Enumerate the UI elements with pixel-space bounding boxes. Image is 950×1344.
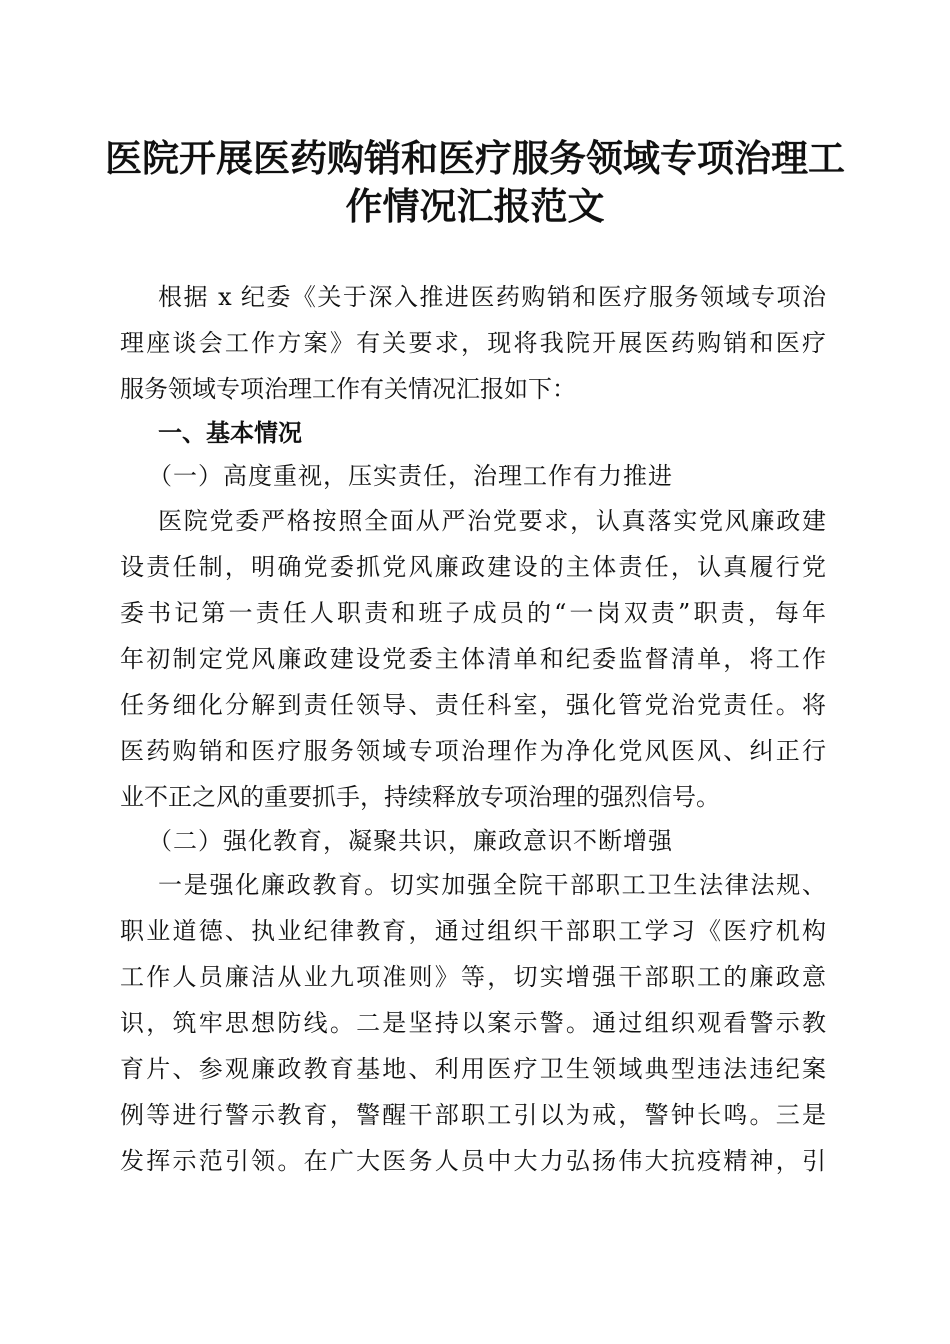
- intro-line-2: 理座谈会工作方案》有关要求，现将我院开展医药购销和医疗: [120, 329, 826, 357]
- lead-rest: 切实加强全院干部职工卫生法律法规、: [389, 871, 827, 899]
- paragraph-line: 识，筑牢思想防线。二是坚持以案示警。通过组织观看警示教: [120, 1009, 826, 1037]
- paragraph-line: 设责任制，明确党委抓党风廉政建设的主体责任，认真履行党: [120, 553, 826, 581]
- lead-phrase: 一是强化廉政教育。: [158, 871, 390, 899]
- document-title-line-1: 医院开展医药购销和医疗服务领域专项治理工: [105, 136, 845, 180]
- intro-line-3: 服务领域专项治理工作有关情况汇报如下：: [120, 375, 576, 403]
- paragraph-line: 委书记第一责任人职责和班子成员的“一岗双责”职责，每年: [120, 599, 826, 627]
- subsection-heading-1: （一）高度重视，压实责任，治理工作有力推进: [148, 462, 673, 490]
- paragraph-line: 任务细化分解到责任领导、责任科室，强化管党治党责任。将: [120, 691, 826, 719]
- section-heading-basic-situation: 一、基本情况: [158, 419, 302, 447]
- document-title-line-2: 作情况汇报范文: [345, 184, 605, 228]
- paragraph-line: 医院党委严格按照全面从严治党要求，认真落实党风廉政建: [158, 507, 826, 535]
- intro-line-1: 根据 x 纪委《关于深入推进医药购销和医疗服务领域专项治: [158, 283, 826, 311]
- paragraph-line: 职业道德、执业纪律教育，通过组织干部职工学习《医疗机构: [120, 917, 826, 945]
- paragraph-line: 发挥示范引领。在广大医务人员中大力弘扬伟大抗疫精神，引: [120, 1147, 826, 1175]
- paragraph-line: 业不正之风的重要抓手，持续释放专项治理的强烈信号。: [120, 783, 720, 811]
- paragraph-line: 例等进行警示教育，警醒干部职工引以为戒，警钟长鸣。三是: [120, 1101, 826, 1129]
- paragraph-line: 医药购销和医疗服务领域专项治理作为净化党风医风、纠正行: [120, 737, 826, 765]
- paragraph-line: 年初制定党风廉政建设党委主体清单和纪委监督清单，将工作: [120, 645, 826, 673]
- paragraph-line: 工作人员廉洁从业九项准则》等，切实增强干部职工的廉政意: [120, 963, 826, 991]
- paragraph-line: 育片、参观廉政教育基地、利用医疗卫生领域典型违法违纪案: [120, 1055, 826, 1083]
- paragraph-line-first: [158, 868, 826, 902]
- subsection-heading-2: （二）强化教育，凝聚共识，廉政意识不断增强: [148, 827, 673, 855]
